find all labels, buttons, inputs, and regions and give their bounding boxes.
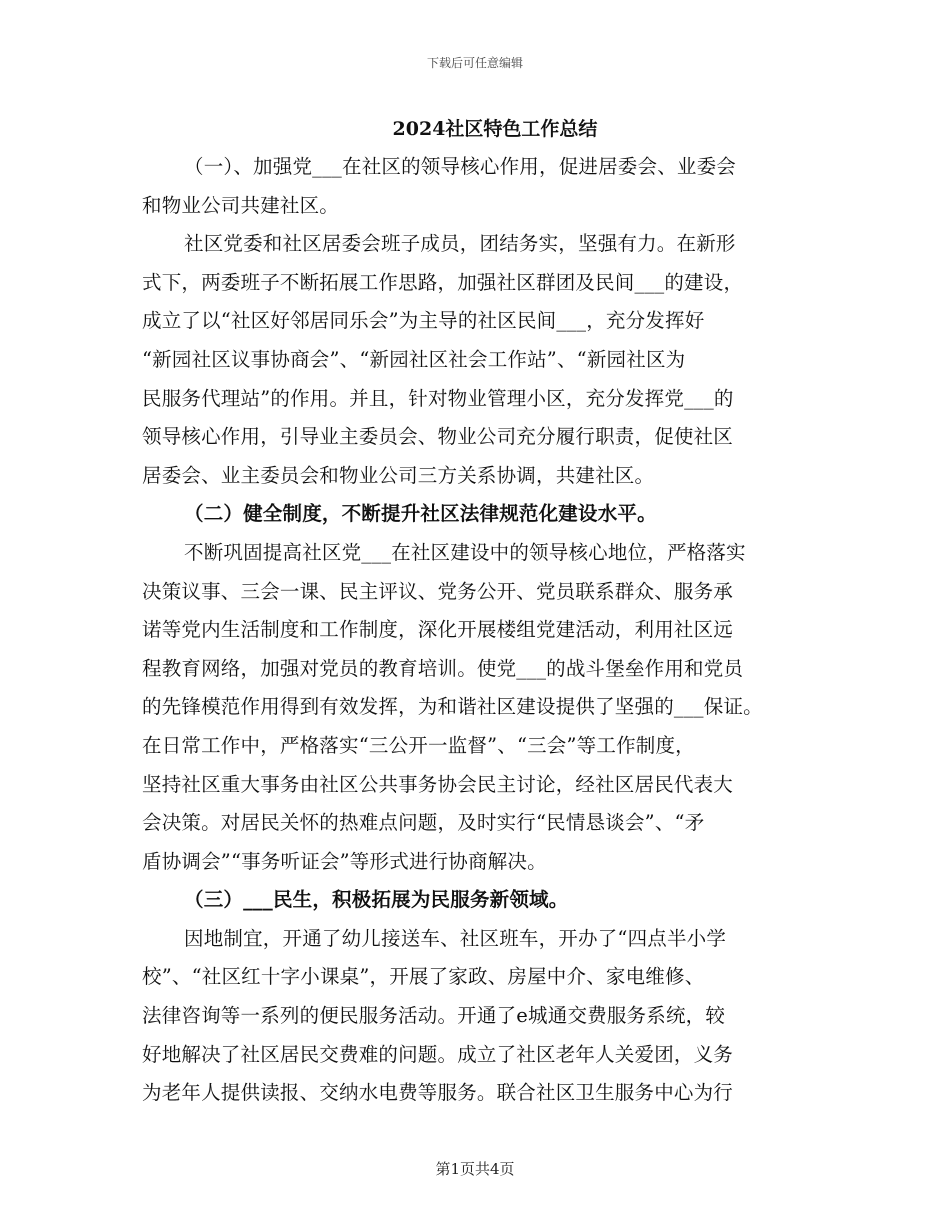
body-line: 坚持社区重大事务由社区公共事务协会民主讨论，经社区居民代表大 — [142, 772, 734, 796]
section-heading: （二）健全制度，不断提升社区法律规范化建设水平。 — [184, 502, 657, 526]
document-title: 2024社区特色工作总结 — [392, 118, 598, 140]
body-line: 在日常工作中，严格落实“三公开一监督”、“三会”等工作制度， — [142, 733, 695, 757]
body-line: 为老年人提供读报、交纳水电费等服务。联合社区卫生服务中心为行 — [142, 1081, 734, 1105]
body-line: （一）、加强党___在社区的领导核心作用，促进居委会、业委会 — [184, 155, 737, 178]
body-line: 好地解决了社区居民交费难的问题。成立了社区老年人关爱团，义务 — [142, 1042, 734, 1066]
body-line: 成立了以“社区好邻居同乐会”为主导的社区民间___，充分发挥好 — [142, 309, 705, 333]
header-note: 下载后可任意编辑 — [426, 56, 523, 70]
body-line: 会决策。对居民关怀的热难点问题，及时实行“民情恳谈会”、“矛 — [142, 811, 705, 835]
body-line: 法律咨询等一系列的便民服务活动。开通了e城通交费服务系统，较 — [142, 1004, 726, 1028]
body-line: 因地制宜，开通了幼儿接送车、社区班车，开办了“四点半小学 — [184, 926, 727, 950]
body-line: “新园社区议事协商会”、“新园社区社会工作站”、“新园社区为 — [142, 347, 686, 371]
body-line: 和物业公司共建社区。 — [142, 193, 340, 217]
body-line: 民服务代理站”的作用。并且，针对物业管理小区，充分发挥党___的 — [142, 386, 734, 410]
body-line: 盾协调会”“事务听证会”等形式进行协商解决。 — [142, 849, 547, 873]
body-line: 决策议事、三会一课、民主评议、党务公开、党员联系群众、服务承 — [142, 579, 734, 603]
page-footer: 第1页共4页 — [435, 1160, 515, 1178]
body-line: 诺等党内生活制度和工作制度，深化开展楼组党建活动，利用社区远 — [142, 618, 734, 642]
body-line: 程教育网络，加强对党员的教育培训。使党___的战斗堡垒作用和党员 — [142, 656, 744, 680]
document-body — [142, 148, 822, 1113]
section-heading: （三）___民生，积极拓展为民服务新领域。 — [184, 888, 569, 912]
body-line: 不断巩固提高社区党___在社区建设中的领导核心地位，严格落实 — [184, 540, 746, 564]
body-line: 居委会、业主委员会和物业公司三方关系协调，共建社区。 — [142, 463, 655, 487]
body-line: 社区党委和社区居委会班子成员，团结务实，坚强有力。在新形 — [184, 232, 736, 256]
body-line: 领导核心作用，引导业主委员会、物业公司充分履行职责，促使社区 — [142, 425, 734, 449]
body-line: 式下，两委班子不断拓展工作思路，加强社区群团及民间___的建设， — [142, 270, 744, 294]
body-line: 的先锋模范作用得到有效发挥，为和谐社区建设提供了坚强的___保证。 — [142, 695, 763, 719]
body-line: 校”、“社区红十字小课桌”，开展了家政、房屋中介、家电维修、 — [142, 965, 705, 989]
